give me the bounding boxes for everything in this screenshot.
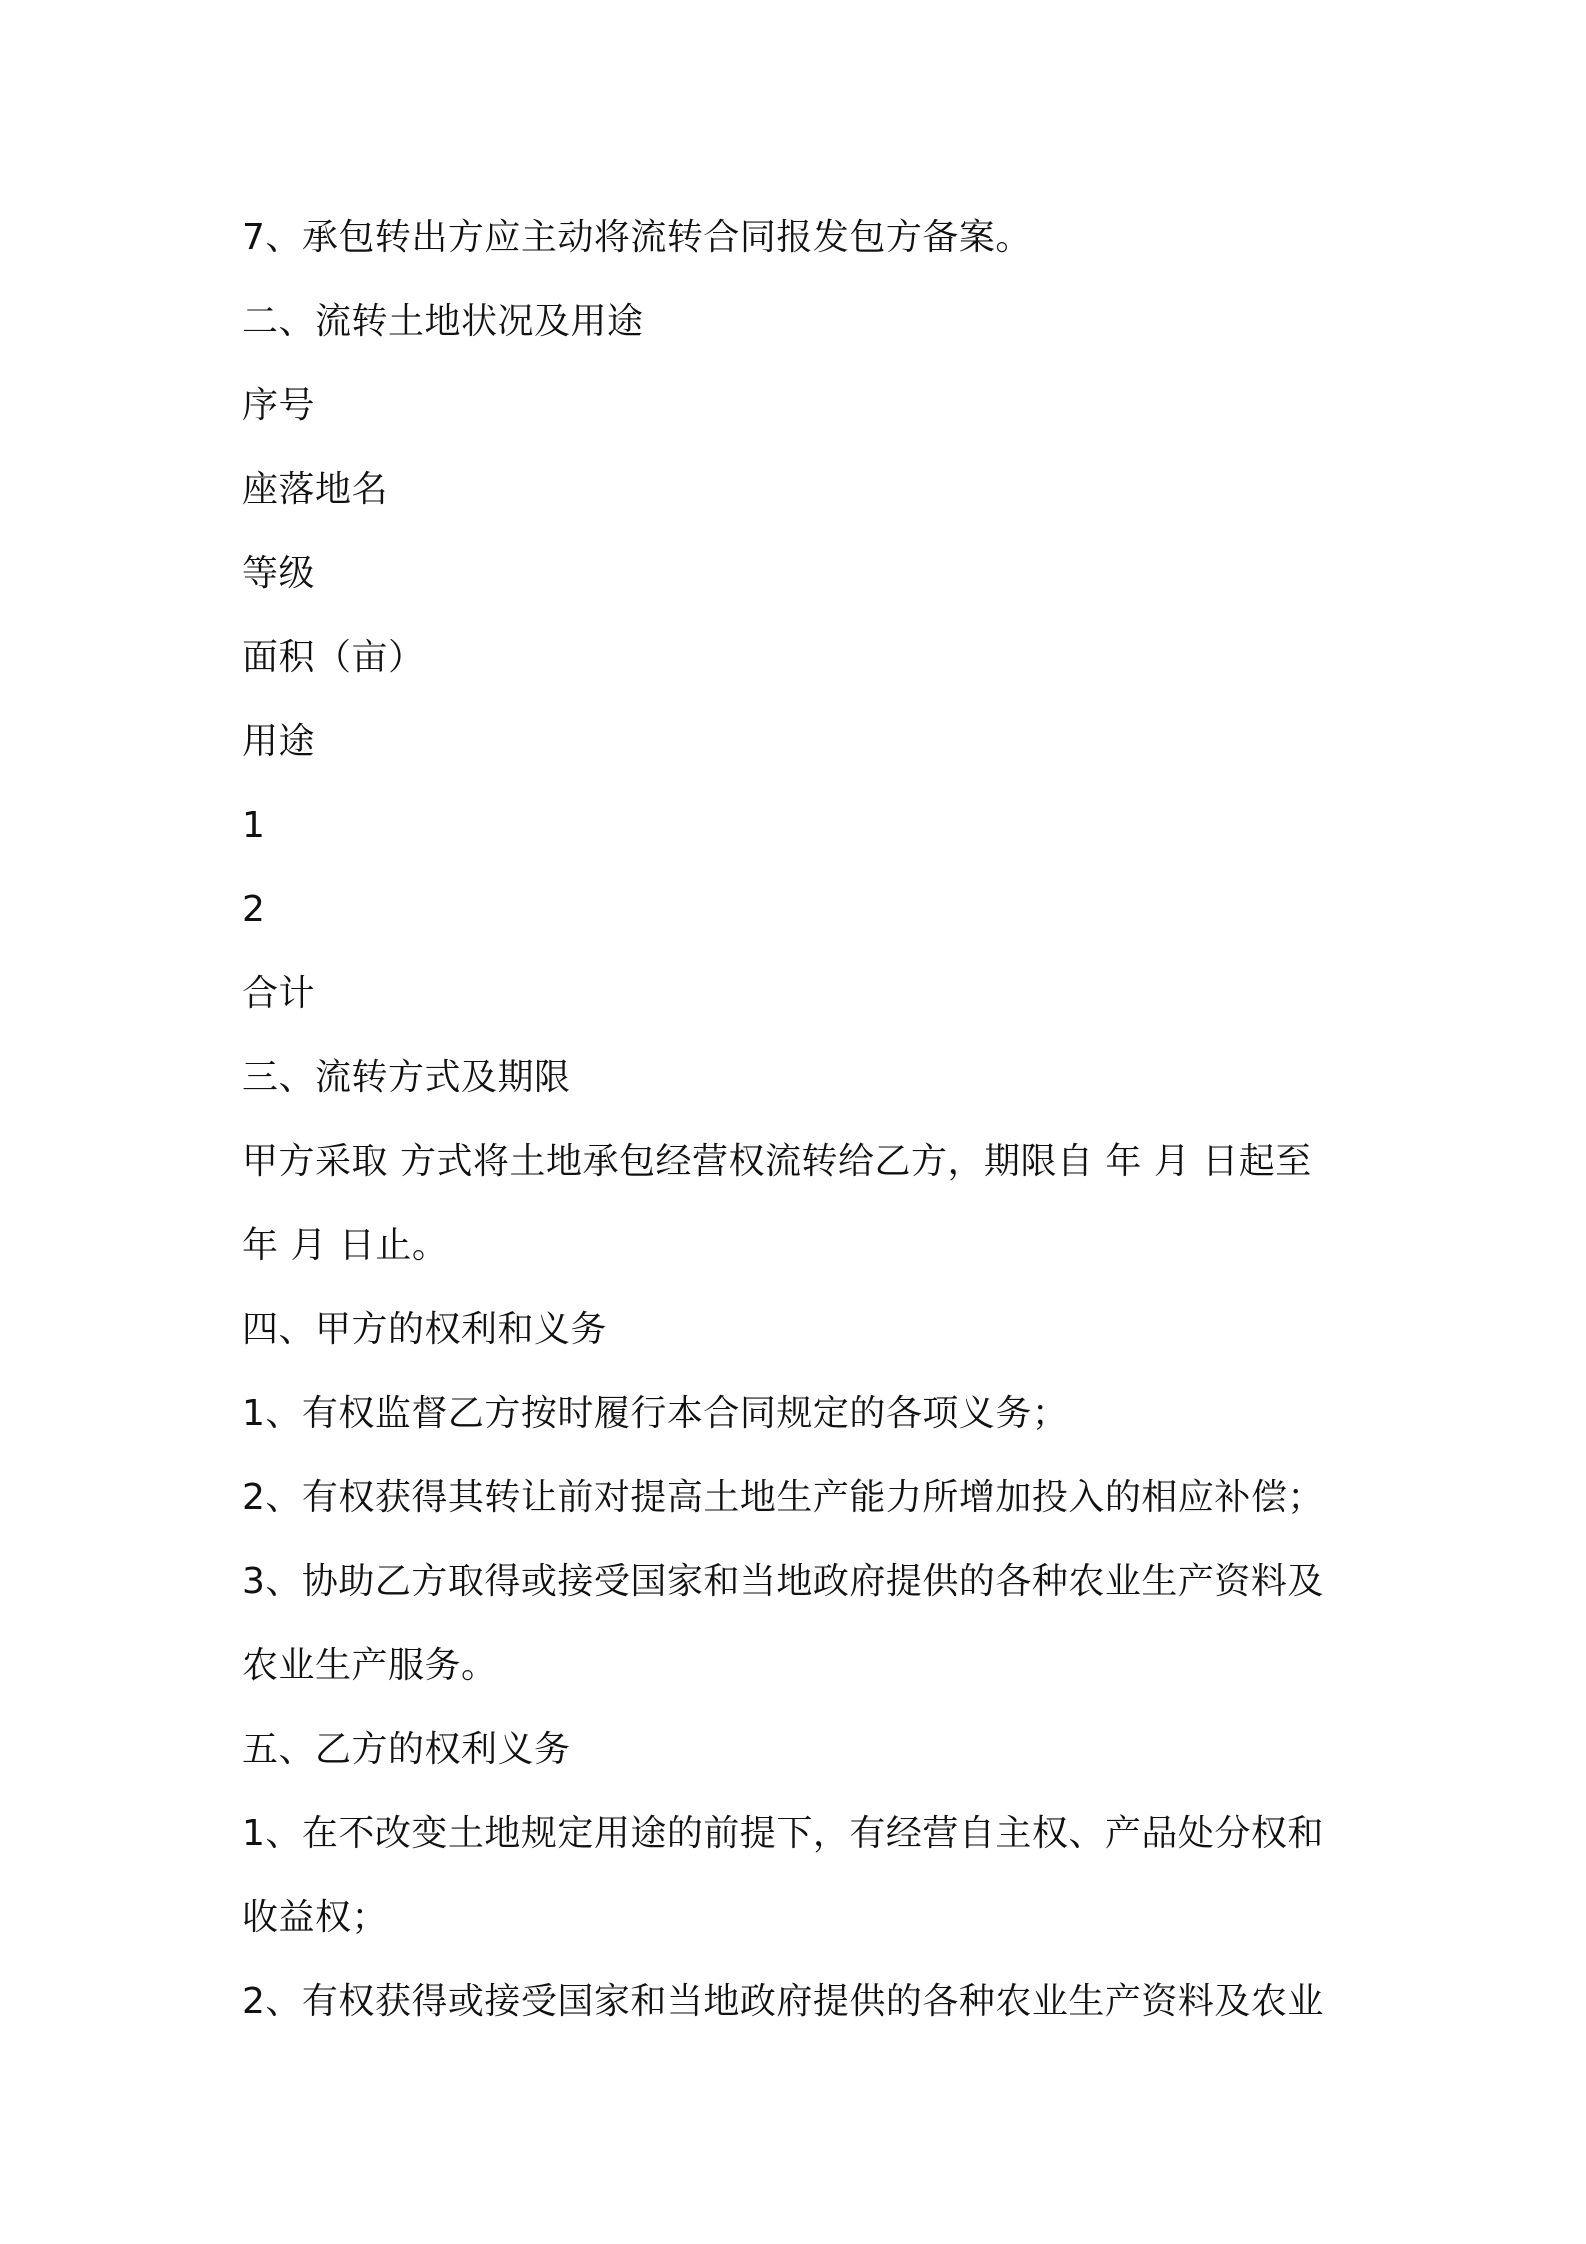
section-3-text: 甲方采取 方式将土地承包经营权流转给乙方，期限自 年 月 日起至 — [242, 1141, 1312, 1182]
table-row-1: 1 — [242, 805, 266, 846]
section-3-text-cont: 年 月 日止。 — [242, 1225, 449, 1266]
table-header-grade: 等级 — [242, 553, 316, 594]
table-row-2: 2 — [242, 889, 266, 930]
table-row-total: 合计 — [242, 973, 316, 1014]
section-5-item-2: 2、有权获得或接受国家和当地政府提供的各种农业生产资料及农业 — [242, 1981, 1324, 2022]
section-3-heading: 三、流转方式及期限 — [242, 1057, 571, 1098]
section-2-heading: 二、流转土地状况及用途 — [242, 301, 644, 342]
table-header-usage: 用途 — [242, 721, 316, 762]
section-4-item-1: 1、有权监督乙方按时履行本合同规定的各项义务； — [242, 1393, 1069, 1434]
section-4-item-3-cont: 农业生产服务。 — [242, 1645, 498, 1686]
table-header-location: 座落地名 — [242, 469, 389, 510]
clause-7-filing: 7、承包转出方应主动将流转合同报发包方备案。 — [242, 217, 1032, 258]
section-4-item-2: 2、有权获得其转让前对提高土地生产能力所增加投入的相应补偿； — [242, 1477, 1324, 1518]
table-header-area: 面积（亩） — [242, 637, 425, 678]
section-5-item-1: 1、在不改变土地规定用途的前提下，有经营自主权、产品处分权和 — [242, 1813, 1324, 1854]
table-header-serial: 序号 — [242, 385, 316, 426]
section-5-heading: 五、乙方的权利义务 — [242, 1729, 571, 1770]
section-5-item-1-cont: 收益权； — [242, 1897, 389, 1938]
section-4-heading: 四、甲方的权利和义务 — [242, 1309, 608, 1350]
document-body — [242, 196, 1362, 2044]
section-4-item-3: 3、协助乙方取得或接受国家和当地政府提供的各种农业生产资料及 — [242, 1561, 1324, 1602]
